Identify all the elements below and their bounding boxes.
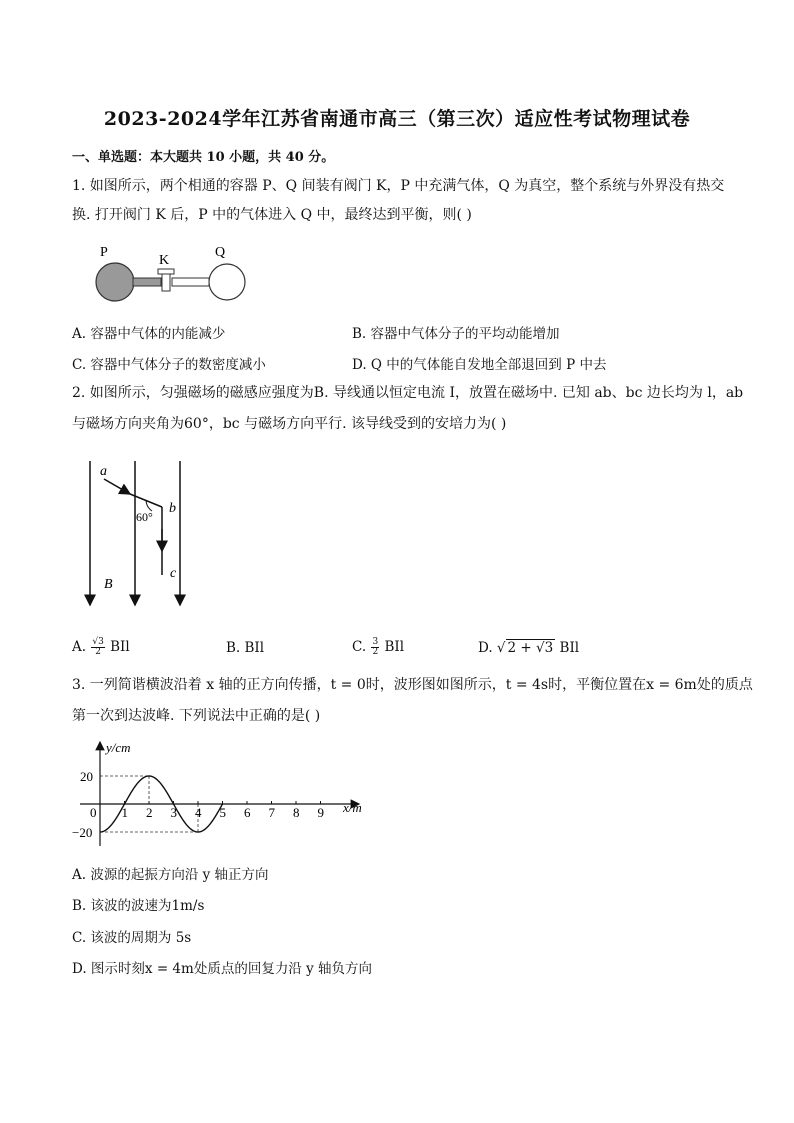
x-tick-label: 2: [146, 805, 153, 820]
page-title: 2023-2024学年江苏省南通市高三（第三次）适应性考试物理试卷: [103, 108, 691, 130]
section-heading: 一、单选题：本大题共 10 小题，共 40 分。: [72, 150, 335, 165]
x-tick-label: 4: [195, 805, 202, 820]
label-c: c: [170, 566, 177, 581]
q2-text-line1: 2. 如图所示，匀强磁场的磁感应强度为B. 导线通以恒定电流 I，放置在磁场中. 已知 ab、bc 边长均为 l，ab: [72, 385, 744, 401]
x-tick-label: 1: [121, 805, 128, 820]
q2-option-c-denominator: 2: [372, 647, 379, 657]
q1-text-line1: 1. 如图所示，两个相通的容器 P、Q 间装有阀门 K，P 中充满气体，Q 为真空，整个系统与外界没有热交: [72, 178, 725, 194]
q2-option-c-suffix: BIl: [384, 639, 405, 655]
q1-option-a: A. 容器中气体的内能减少: [72, 326, 226, 342]
q2-option-c-prefix: C.: [352, 639, 367, 655]
q2-option-d-prefix: D.: [478, 640, 493, 656]
x-tick-label: 6: [244, 805, 251, 820]
x-tick-label: 9: [317, 805, 324, 820]
x-tick-label: 8: [293, 805, 300, 820]
q1-text-line2: 换. 打开阀门 K 后，P 中的气体进入 Q 中，最终达到平衡，则( ): [72, 207, 472, 223]
q2-option-a-prefix: A.: [72, 639, 87, 655]
x-axis-label: x/m: [343, 800, 362, 815]
q3-option-d: D. 图示时刻x = 4m处质点的回复力沿 y 轴负方向: [72, 961, 373, 977]
q2-text-line2: 与磁场方向夹角为60°，bc 与磁场方向平行. 该导线受到的安培力为( ): [72, 416, 507, 432]
q2-option-c-fraction: [371, 638, 379, 657]
q2-option-c: [352, 638, 404, 657]
q3-option-a: A. 波源的起振方向沿 y 轴正方向: [72, 867, 269, 883]
q1-container-figure: [70, 242, 260, 306]
label-angle: 60°: [136, 510, 153, 524]
q3-text-line2: 第一次到达波峰. 下列说法中正确的是( ): [72, 708, 321, 724]
y-axis-label: y/cm: [106, 740, 131, 755]
container-p: [96, 263, 134, 301]
q1-option-d: D. Q 中的气体能自发地全部退回到 P 中去: [352, 357, 607, 373]
x-tick-label: 7: [268, 805, 275, 820]
q1-option-c: C. 容器中气体分子的数密度减小: [72, 357, 266, 373]
valve-k: [162, 274, 170, 291]
label-k: K: [159, 253, 170, 268]
q2-option-b: B. BIl: [226, 640, 265, 656]
q3-text-line1: 3. 一列简谐横波沿着 x 轴的正方向传播，t = 0时，波形图如图所示，t = 4s时，平衡位置在x = 6m处的质点: [72, 677, 753, 693]
label-q: Q: [215, 245, 226, 260]
q2-option-d-sqrt: 2 + √3: [507, 640, 554, 656]
label-a: a: [100, 464, 107, 479]
x-tick-label: 0: [90, 805, 97, 820]
label-field-b: B: [104, 577, 113, 592]
wire-ab-arrow: [104, 479, 130, 494]
q2-option-c-numerator: 3: [372, 637, 379, 647]
q2-option-d: D. √ 2 + √3 BIl: [478, 640, 580, 656]
label-b: b: [169, 501, 176, 516]
q2-option-d-suffix: BIl: [559, 640, 580, 656]
q2-option-a-fraction: [91, 638, 104, 657]
y-tick-label: 20: [80, 769, 93, 784]
q2-option-a: [72, 638, 130, 657]
x-tick-label: 5: [219, 805, 226, 820]
q3-option-b: B. 该波的波速为1m/s: [72, 898, 205, 914]
q3-wave-chart: [72, 738, 372, 848]
valve-handle: [158, 269, 174, 274]
label-p: P: [100, 245, 108, 260]
tube-right: [172, 278, 209, 286]
q2-option-a-numerator: √3: [92, 637, 104, 647]
q2-option-a-suffix: BIl: [110, 639, 130, 655]
q2-magnetic-field-figure: [80, 455, 200, 615]
x-tick-label: 3: [170, 805, 177, 820]
tube-left: [133, 278, 161, 286]
y-tick-label: −20: [72, 825, 93, 840]
q3-option-c: C. 该波的周期为 5s: [72, 930, 192, 946]
q2-option-a-denominator: 2: [95, 647, 101, 657]
q1-option-b: B. 容器中气体分子的平均动能增加: [352, 326, 560, 342]
container-q: [209, 264, 245, 300]
